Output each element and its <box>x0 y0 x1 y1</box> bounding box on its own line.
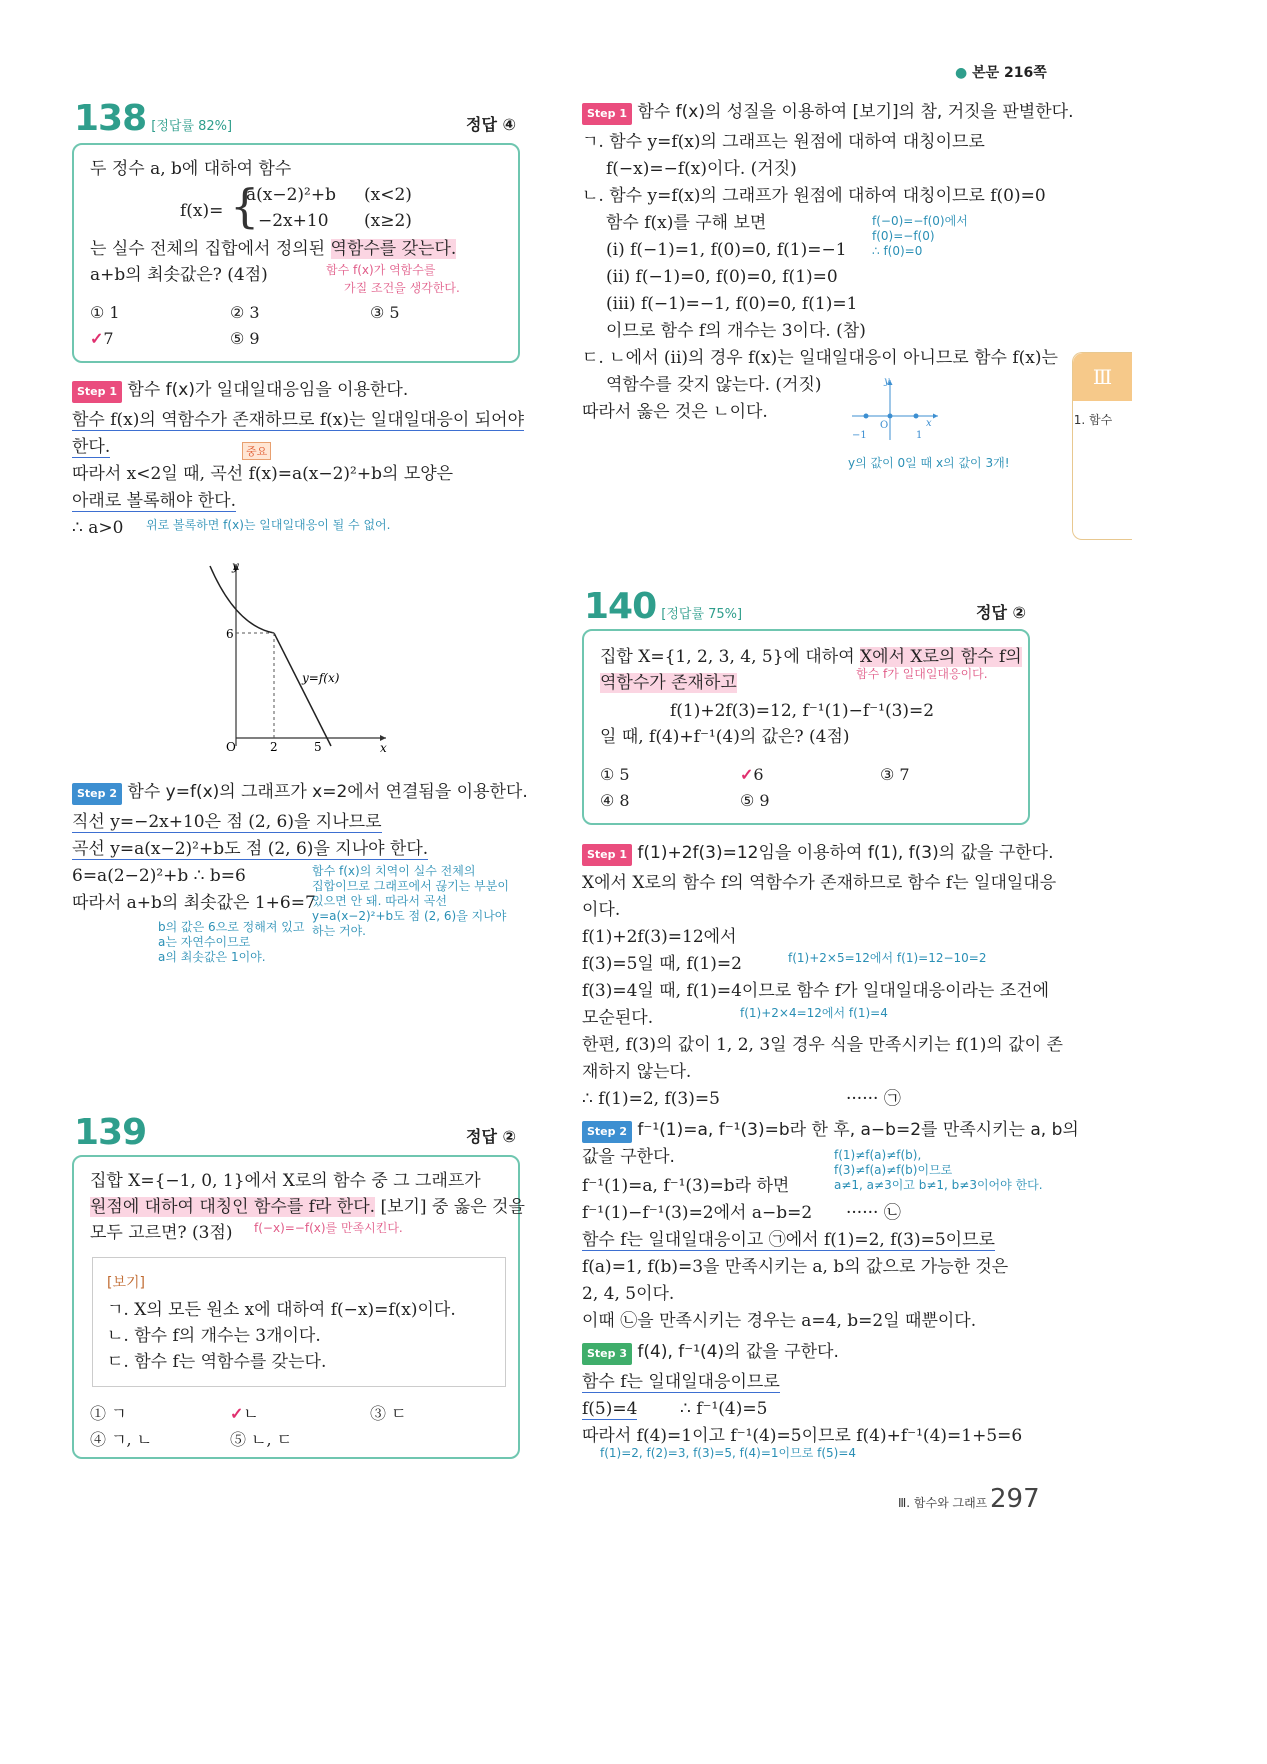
sol139-note: f(−0)=−f(0)에서 f(0)=−f(0) ∴ f(0)=0 <box>872 214 968 258</box>
q139-line2: 원점에 대하여 대칭인 함수를 f라 한다. [보기] 중 옳은 것을 <box>90 1197 525 1217</box>
q138-note1: 함수 f(x)가 역함수를 <box>326 263 436 277</box>
q139-note: f(−x)=−f(x)를 만족시킨다. <box>254 1221 403 1235</box>
choice-139-4[interactable]: ④ ㄱ, ㄴ <box>90 1430 153 1449</box>
sol140-a2: 이다. <box>582 900 621 920</box>
step1-140: Step 1 f(1)+2f(3)=12임을 이용하여 f(1), f(3)의 값을 구한다. <box>582 843 1054 866</box>
page-ref: ● 본문 216쪽 <box>955 65 1047 81</box>
sol139-r11: 따라서 옳은 것은 ㄴ이다. <box>582 402 768 422</box>
sol138-m3: 6=a(2−2)²+b ∴ b=6 <box>72 866 246 886</box>
sol140-a9: ∴ f(1)=2, f(3)=5 <box>582 1089 720 1109</box>
sol140-b5: 2, 4, 5이다. <box>582 1284 675 1304</box>
sol138-l2: 한다. <box>72 437 111 457</box>
sol138-m2: 곡선 y=a(x−2)²+b도 점 (2, 6)을 지나야 한다. <box>72 839 429 859</box>
sol140-a7: 한편, f(3)의 값이 1, 2, 3일 경우 식을 만족시키는 f(1)의 값이 존 <box>582 1035 1063 1055</box>
sol139-r9: ㄷ. ㄴ에서 (ii)의 경우 f(x)는 일대일대응이 아니므로 함수 f(x)는 <box>582 348 1058 368</box>
graph-x-label: x <box>380 741 387 752</box>
circle-icon: ● <box>955 65 968 81</box>
sol139-r10: 역함수를 갖지 않는다. (거짓) <box>606 375 822 395</box>
q138-cond1: (x<2) <box>364 185 412 205</box>
graph-139 <box>846 374 946 444</box>
graph-curve-label: y=f(x) <box>302 671 340 685</box>
sol140-b3: 함수 f는 일대일대응이고 ㉠에서 f(1)=2, f(3)=5이므로 <box>582 1230 995 1250</box>
bogi-box <box>92 1257 506 1387</box>
sol140-b1: f⁻¹(1)=a, f⁻¹(3)=b라 하면 <box>582 1176 790 1196</box>
sol140-b4: f(a)=1, f(b)=3을 만족시키는 a, b의 값으로 가능한 것은 <box>582 1257 1009 1277</box>
q139-line1: 집합 X={−1, 0, 1}에서 X로의 함수 중 그 그래프가 <box>90 1171 481 1191</box>
sol140-c2: f(5)=4 <box>582 1399 638 1419</box>
check-icon: ✓ <box>740 765 754 784</box>
graph-origin: O <box>226 740 236 752</box>
sol138-noteB: b의 값은 6으로 정해져 있고 a는 자연수이므로 a의 최솟값은 1이야. <box>158 920 305 964</box>
sol139-r2: f(−x)=−f(x)이다. (거짓) <box>606 159 797 179</box>
sol138-n5: 위로 볼록하면 f(x)는 일대일대응이 될 수 없어. <box>146 518 391 532</box>
sol140-a5: f(3)=4일 때, f(1)=4이므로 함수 f가 일대일대응이라는 조건에 <box>582 981 1050 1001</box>
step3-140: Step 3 f(4), f⁻¹(4)의 값을 구한다. <box>582 1342 839 1365</box>
question-box-139 <box>72 1155 525 1459</box>
step1-139: Step 1 함수 f(x)의 성질을 이용하여 [보기]의 참, 거짓을 판별한다. <box>582 102 1073 125</box>
sol139-r5: (i) f(−1)=1, f(0)=0, f(1)=−1 <box>606 240 847 260</box>
sol140-c2b: ∴ f⁻¹(4)=5 <box>680 1399 768 1419</box>
bogi-item-1: ㄱ. X의 모든 원소 x에 대하여 f(−x)=f(x)이다. <box>107 1300 456 1320</box>
choice-140-1[interactable]: ① 5 <box>600 765 630 784</box>
choice-139-1[interactable]: ① ㄱ <box>90 1404 127 1423</box>
sol138-l4: 아래로 볼록해야 한다. <box>72 491 237 511</box>
answer-139: 정답 ② <box>466 1127 517 1146</box>
q138-line2: 는 실수 전체의 집합에서 정의된 역함수를 갖는다. <box>90 239 457 259</box>
q140-line4: 일 때, f(4)+f⁻¹(4)의 값은? (4점) <box>600 727 850 747</box>
sol140-b2: f⁻¹(1)−f⁻¹(3)=2에서 a−b=2 <box>582 1203 813 1223</box>
choice-140-5[interactable]: ⑤ 9 <box>740 791 770 810</box>
sol138-l3: 따라서 x<2일 때, 곡선 f(x)=a(x−2)²+b의 모양은 <box>72 464 454 484</box>
q140-line3: f(1)+2f(3)=12, f⁻¹(1)−f⁻¹(3)=2 <box>670 701 935 721</box>
step1-138: Step 1 함수 f(x)가 일대일대응임을 이용한다. <box>72 380 408 403</box>
sol138-m1: 직선 y=−2x+10은 점 (2, 6)을 지나므로 <box>72 812 382 832</box>
bogi-item-2: ㄴ. 함수 f의 개수는 3개이다. <box>107 1326 321 1346</box>
brace: { <box>230 179 260 233</box>
check-icon: ✓ <box>230 1404 244 1423</box>
choice-140-3[interactable]: ③ 7 <box>880 765 910 784</box>
sol139-r8: 이므로 함수 f의 개수는 3이다. (참) <box>606 321 866 341</box>
q140-line2: 역함수가 존재하고 <box>600 673 737 693</box>
q138-fx: f(x)= <box>180 201 224 221</box>
chapter-tab[interactable] <box>1072 352 1132 540</box>
bogi-label: [보기] <box>107 1275 145 1291</box>
sol140-b6: 이때 ㉡을 만족시키는 경우는 a=4, b=2일 때뿐이다. <box>582 1311 977 1331</box>
question-box-138 <box>72 143 520 363</box>
graph-tick-2: 2 <box>270 740 278 752</box>
step2-138: Step 2 함수 y=f(x)의 그래프가 x=2에서 연결됨을 이용한다. <box>72 782 528 805</box>
q139-line3: 모두 고르면? (3점) <box>90 1223 233 1243</box>
sol140-c1: 함수 f는 일대일대응이므로 <box>582 1372 780 1392</box>
sol139-r4: 함수 f(x)를 구해 보면 <box>606 213 767 233</box>
sol140-a4: f(3)=5일 때, f(1)=2 <box>582 954 742 974</box>
g139-note: y의 값이 0일 때 x의 값이 3개! <box>848 456 1010 470</box>
graph-y-label: y <box>232 559 239 573</box>
sol139-r7: (iii) f(−1)=−1, f(0)=0, f(1)=1 <box>606 294 858 314</box>
q138-cond2: (x≥2) <box>364 211 412 231</box>
q140-line1: 집합 X={1, 2, 3, 4, 5}에 대하여 X에서 X로의 함수 f의 <box>600 647 1022 667</box>
answer-140: 정답 ② <box>976 603 1027 622</box>
question-box-140 <box>582 629 1030 825</box>
problem-138-header: 138 [정답률 82%] <box>74 98 233 139</box>
sol138-l5: ∴ a>0 <box>72 518 124 538</box>
sol140-a6: 모순된다. <box>582 1008 654 1028</box>
sol140-a3: f(1)+2f(3)=12에서 <box>582 927 737 947</box>
sol140-b2m: ······ ㉡ <box>846 1203 901 1223</box>
graph-138 <box>196 556 396 752</box>
sol139-r6: (ii) f(−1)=0, f(0)=0, f(1)=0 <box>606 267 838 287</box>
q138-line3: a+b의 최솟값은? (4점) <box>90 265 268 285</box>
g139-minus1: −1 <box>852 430 867 441</box>
g139-x: x <box>926 418 932 429</box>
problem-139-number: 139 <box>74 1112 147 1153</box>
choice-140-4[interactable]: ④ 8 <box>600 791 630 810</box>
page-number: 297 <box>990 1484 1040 1514</box>
important-badge: 중요 <box>242 442 271 460</box>
g139-o: O <box>880 420 889 431</box>
q140-note: 함수 f가 일대일대응이다. <box>856 667 988 681</box>
choice-138-2[interactable]: ② 3 <box>230 303 260 322</box>
g139-y: y <box>884 376 890 387</box>
sol140-noteB: f(1)≠f(a)≠f(b), f(3)≠f(a)≠f(b)이므로 a≠1, a≠3이고 b≠1, b≠3이어야 한다. <box>834 1148 1043 1192</box>
choice-138-3[interactable]: ③ 5 <box>370 303 400 322</box>
choice-139-2[interactable]: ✓ㄴ <box>230 1404 259 1423</box>
problem-140-header: 140 [정답률 75%] <box>584 586 743 627</box>
choice-140-2[interactable]: ✓6 <box>740 765 764 784</box>
q138-case2: −2x+10 <box>258 211 329 231</box>
choice-138-1[interactable]: ① 1 <box>90 303 120 322</box>
sol138-m4: 따라서 a+b의 최솟값은 1+6=7 <box>72 893 316 913</box>
answer-138: 정답 ④ <box>466 115 517 134</box>
graph-tick-5: 5 <box>314 740 322 752</box>
q138-case1: a(x−2)²+b <box>246 185 336 205</box>
chapter-tab-text: 1. 함수 <box>1073 413 1113 427</box>
footer-chapter: Ⅲ. 함수와 그래프 <box>898 1496 988 1510</box>
chapter-tab-roman: Ⅲ <box>1073 353 1132 401</box>
step2-140-cont: 값을 구한다. <box>582 1147 675 1167</box>
sol140-na6: f(1)+2×4=12에서 f(1)=4 <box>740 1006 888 1020</box>
graph-tick-6: 6 <box>226 627 234 641</box>
q138-note2: 가질 조건을 생각한다. <box>344 281 460 295</box>
choice-138-5[interactable]: ⑤ 9 <box>230 329 260 348</box>
sol140-a9m: ······ ㉠ <box>846 1089 901 1109</box>
q138-line1: 두 정수 a, b에 대하여 함수 <box>90 159 292 179</box>
check-icon: ✓ <box>90 329 104 348</box>
g139-one: 1 <box>916 430 923 441</box>
bogi-item-3: ㄷ. 함수 f는 역함수를 갖는다. <box>107 1352 327 1372</box>
sol139-r3: ㄴ. 함수 y=f(x)의 그래프가 원점에 대하여 대칭이므로 f(0)=0 <box>582 186 1046 206</box>
choice-139-3[interactable]: ③ ㄷ <box>370 1404 407 1423</box>
choice-138-4[interactable]: ✓7 <box>90 329 114 348</box>
sol140-c3: 따라서 f(4)=1이고 f⁻¹(4)=5이므로 f(4)+f⁻¹(4)=1+5=6 <box>582 1426 1023 1446</box>
sol140-a1: X에서 X로의 함수 f의 역함수가 존재하므로 함수 f는 일대일대응 <box>582 873 1057 893</box>
sol140-a8: 재하지 않는다. <box>582 1062 692 1082</box>
sol138-noteA: 함수 f(x)의 치역이 실수 전체의 집합이므로 그래프에서 끊기는 부분이 있으면 안 돼. 따라서 곡선 y=a(x−2)²+b도 점 (2, 6)을 지나야 하는 거야. <box>312 864 509 938</box>
sol140-na4: f(1)+2×5=12에서 f(1)=12−10=2 <box>788 951 987 965</box>
sol138-l1: 함수 f(x)의 역함수가 존재하므로 f(x)는 일대일대응이 되어야 <box>72 410 524 430</box>
choice-139-5[interactable]: ⑤ ㄴ, ㄷ <box>230 1430 293 1449</box>
sol139-r1: ㄱ. 함수 y=f(x)의 그래프는 원점에 대하여 대칭이므로 <box>582 132 985 152</box>
sol140-nc: f(1)=2, f(2)=3, f(3)=5, f(4)=1이므로 f(5)=4 <box>600 1446 857 1460</box>
step2-140: Step 2 f⁻¹(1)=a, f⁻¹(3)=b라 한 후, a−b=2를 만족시키는 a, b의 <box>582 1120 1079 1143</box>
